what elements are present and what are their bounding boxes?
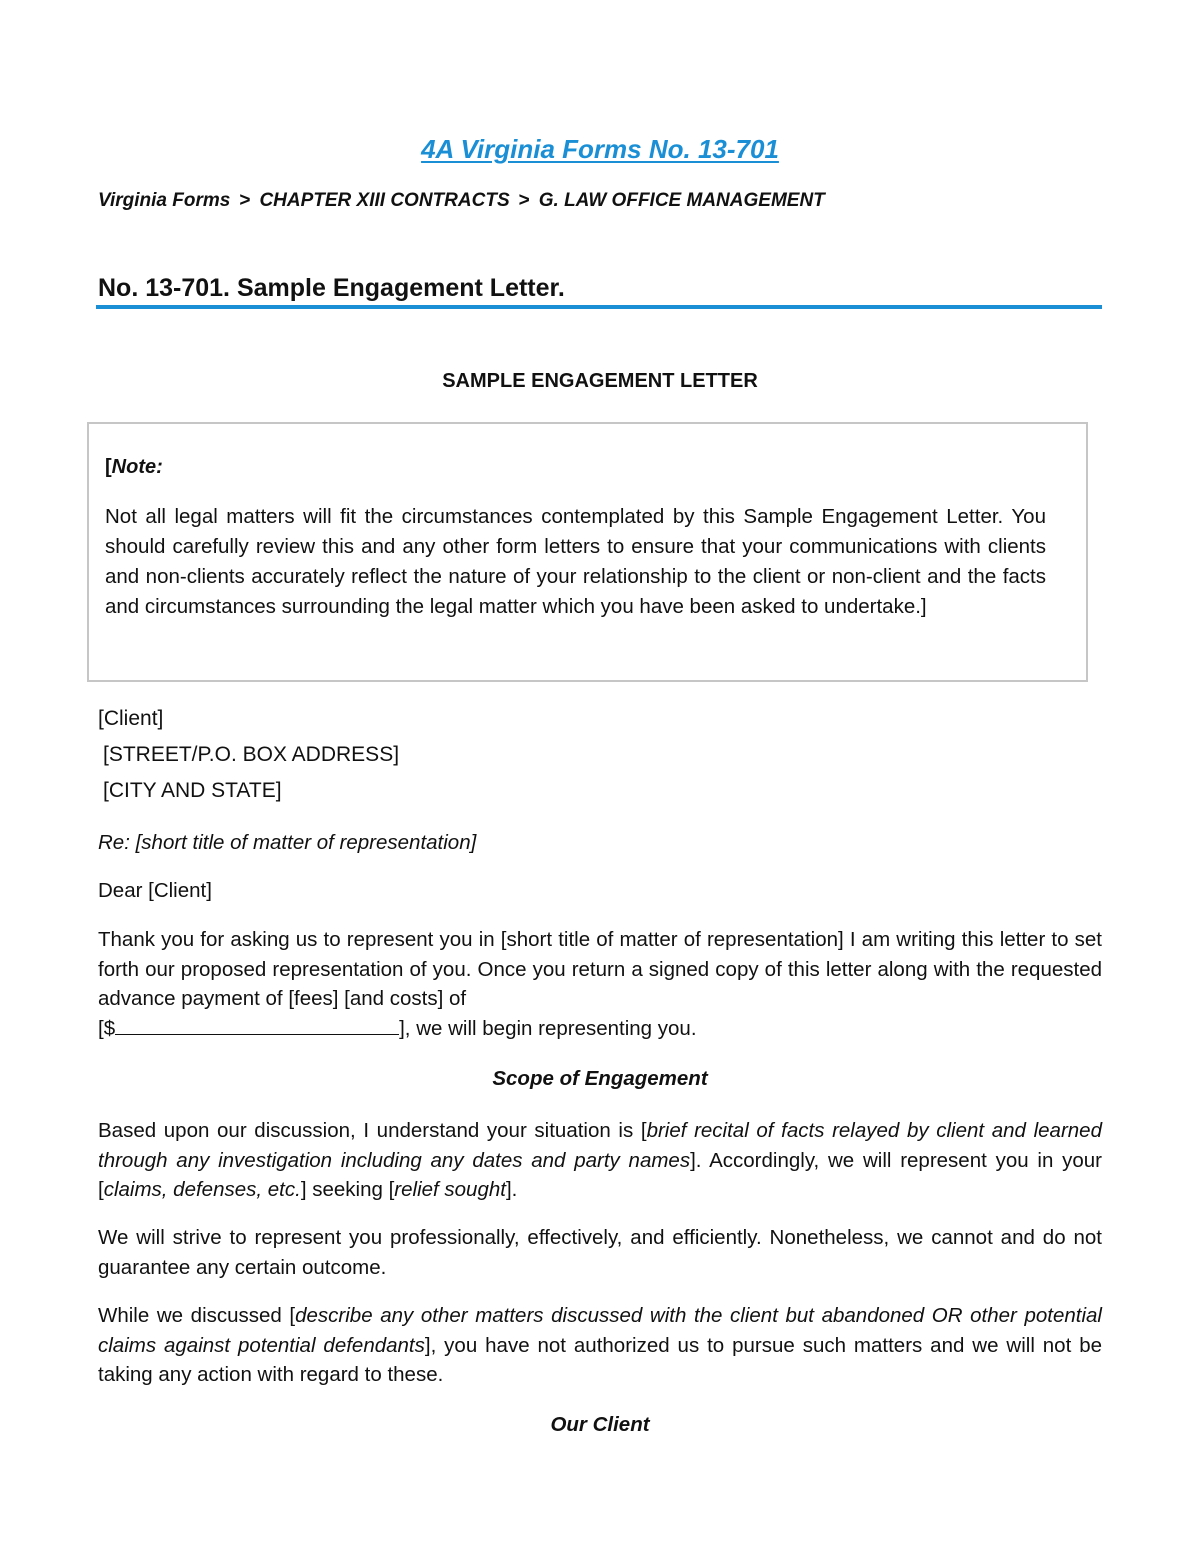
scope-p1-text3: ] seeking [ xyxy=(300,1178,395,1201)
breadcrumb-item-section[interactable]: G. LAW OFFICE MANAGEMENT xyxy=(538,190,825,211)
scope-p3-text2: ], you have not authorized us to pursue such matters and we will not be taking any action with regard to these. xyxy=(98,1333,1102,1386)
scope-p1-text4: ]. xyxy=(505,1178,518,1201)
scope-heading: Scope of Engagement xyxy=(492,1067,708,1090)
heading-divider xyxy=(96,305,1102,309)
scope-p1-claims: claims, defenses, etc. xyxy=(103,1178,301,1201)
breadcrumb-item-chapter[interactable]: CHAPTER XIII CONTRACTS xyxy=(259,190,510,211)
amount-prefix: [$ xyxy=(98,1017,116,1040)
breadcrumb-separator: > xyxy=(518,190,530,211)
document-heading: No. 13-701. Sample Engagement Letter. xyxy=(98,274,565,302)
scope-p1-facts: brief recital of facts relayed by client and learned through any investigation including any dates and party names xyxy=(98,1119,1102,1172)
breadcrumb-separator: > xyxy=(239,190,251,211)
amount-blank-line xyxy=(115,1014,399,1035)
intro-text: Thank you for asking us to represent you in [short title of matter of representation] I am writing this letter to set forth our proposed representation of you. Once you return a signed copy of this letter along with the requested advance payment of [fees] [and costs] of xyxy=(98,928,1102,1010)
form-title-link[interactable]: 4A Virginia Forms No. 13-701 xyxy=(421,134,779,164)
scope-paragraph-1 xyxy=(98,1116,1102,1205)
scope-p1-relief: relief sought xyxy=(394,1178,506,1201)
intro-amount-line xyxy=(98,1014,1102,1044)
note-label-text: Note: xyxy=(111,456,163,478)
note-bracket: [ xyxy=(105,456,112,478)
scope-p1-text: Based upon our discussion, I understand your situation is [ xyxy=(98,1119,647,1142)
note-box xyxy=(87,422,1088,682)
breadcrumb xyxy=(98,190,825,212)
address-city-state: [CITY AND STATE] xyxy=(103,779,282,802)
scope-paragraph-2: We will strive to represent you professionally, effectively, and efficiently. Nonetheless, we cannot and do not guarantee any certain outcome. xyxy=(98,1226,1102,1279)
re-line: Re: [short title of matter of representation] xyxy=(98,831,477,854)
salutation: Dear [Client] xyxy=(98,879,212,902)
amount-suffix: ], we will begin representing you. xyxy=(399,1017,697,1040)
client-heading: Our Client xyxy=(550,1413,650,1436)
scope-paragraph-3 xyxy=(98,1301,1102,1390)
letter-title: SAMPLE ENGAGEMENT LETTER xyxy=(442,370,758,392)
scope-p3-matters: describe any other matters discussed with the client but abandoned OR other potential claims against potential defendants xyxy=(98,1304,1102,1357)
intro-paragraph xyxy=(98,925,1102,1014)
scope-p1-text2: ]. Accordingly, we will represent you in your [ xyxy=(98,1148,1102,1201)
address-street: [STREET/P.O. BOX ADDRESS] xyxy=(103,743,400,766)
note-text: Not all legal matters will fit the circumstances contemplated by this Sample Engagement Letter. You should carefully review this and any other form letters to ensure that your communications with clients and non-clients accurately reflect the nature of your relationship to the client or non-client and the facts and circumstances surrounding the legal matter which you have been asked to undertake.] xyxy=(105,505,1046,618)
scope-p3-text: While we discussed [ xyxy=(98,1304,296,1327)
address-client: [Client] xyxy=(98,707,164,730)
breadcrumb-item-virginia-forms[interactable]: Virginia Forms xyxy=(98,190,231,211)
note-label xyxy=(105,456,163,479)
